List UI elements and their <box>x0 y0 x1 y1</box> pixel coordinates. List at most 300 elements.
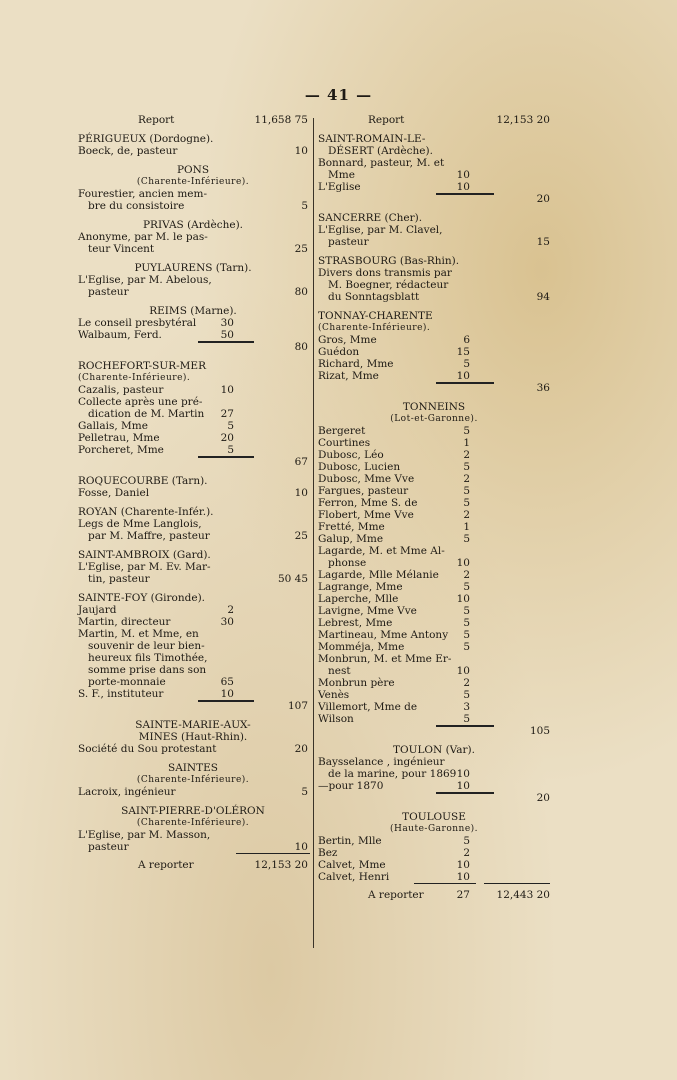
total-amount: 105 <box>529 725 550 737</box>
entry-row <box>318 701 550 713</box>
entry-row <box>318 358 550 370</box>
entry-text: Monbrun, M. et Mme Er- <box>318 653 452 665</box>
sub-amount: 5 <box>463 358 470 370</box>
entry-row <box>318 521 550 533</box>
entry-text: TONNEINS <box>402 401 466 413</box>
entry-text: SAINT-ROMAIN-LE- <box>318 133 426 145</box>
place-subheading <box>318 322 550 334</box>
entry-row <box>318 859 550 871</box>
entry-text: Martin, M. et Mme, en <box>78 628 199 640</box>
entry-row <box>318 291 550 303</box>
entry-row <box>78 743 308 755</box>
entry-text: Gros, Mme <box>318 334 377 346</box>
entry-row <box>318 346 550 358</box>
entry-text: SAINTE-FOY (Gironde). <box>78 592 205 604</box>
entry-text: Bertin, Mlle <box>318 835 382 847</box>
entry-text: (Charente-Inférieure). <box>78 373 191 383</box>
sub-amount: 10 <box>456 169 470 181</box>
entry-text: ROYAN (Charente-Infér.). <box>78 506 214 518</box>
entry-row <box>78 652 308 664</box>
sub-amount: 1 <box>463 437 470 449</box>
entry-row <box>318 267 550 279</box>
report-label: Report <box>368 114 405 126</box>
entry-text: dication de M. Martin <box>88 408 205 420</box>
right-column <box>318 114 550 901</box>
sum-rule <box>484 883 550 884</box>
entry-row <box>318 569 550 581</box>
entry-text: Lagarde, Mlle Mélanie <box>318 569 439 581</box>
sum-rule <box>414 883 476 884</box>
entry-text: Dubosc, Léo <box>318 449 384 461</box>
entry-row <box>318 689 550 701</box>
entry-text: TOULON (Var). <box>393 744 475 756</box>
entry-text: Le conseil presbytéral <box>78 317 197 329</box>
sub-amount: 5 <box>463 533 470 545</box>
entry-text: Pelletrau, Mme <box>78 432 160 444</box>
total-amount: 10 <box>294 841 308 853</box>
sub-amount: 10 <box>456 665 470 677</box>
entry-row <box>78 341 308 353</box>
entry-row <box>318 533 550 545</box>
entry-row <box>318 641 550 653</box>
entry-text: Dubosc, Lucien <box>318 461 401 473</box>
entry-row <box>78 700 308 712</box>
place-heading <box>318 212 550 224</box>
entry-row <box>78 408 308 420</box>
entry-text: L'Eglise, par M. Abelous, <box>78 274 212 286</box>
entry-text: Cazalis, pasteur <box>78 384 164 396</box>
total-amount: 5 <box>301 200 308 212</box>
total-amount: 107 <box>287 700 308 712</box>
entry-text: Fourestier, ancien mem- <box>78 188 207 200</box>
entry-text: Richard, Mme <box>318 358 394 370</box>
total-amount: 94 <box>536 291 550 303</box>
total-amount: 15 <box>536 236 550 248</box>
entry-row <box>78 829 308 841</box>
entry-row <box>318 236 550 248</box>
entry-row <box>78 329 308 341</box>
entry-text: Société du Sou protestant <box>78 743 217 755</box>
entry-text: SANCERRE (Cher). <box>318 212 423 224</box>
sub-amount: 5 <box>463 461 470 473</box>
place-heading <box>318 401 550 413</box>
entry-row <box>318 780 550 792</box>
entry-row <box>78 573 308 585</box>
entry-row <box>78 628 308 640</box>
entry-text: nest <box>328 665 351 677</box>
sub-amount: 65 <box>220 676 234 688</box>
entry-text: (Lot-et-Garonne). <box>390 414 478 424</box>
sub-amount: 3 <box>463 701 470 713</box>
entry-text: (Charente-Inférieure). <box>136 775 250 785</box>
sub-amount: 5 <box>463 629 470 641</box>
entry-row <box>78 640 308 652</box>
entry-text: Flobert, Mme Vve <box>318 509 414 521</box>
entry-row <box>78 518 308 530</box>
entry-row <box>78 200 308 212</box>
entry-row <box>318 279 550 291</box>
entry-row <box>78 317 308 329</box>
entry-row <box>78 664 308 676</box>
entry-row <box>318 653 550 665</box>
entry-row <box>78 616 308 628</box>
entry-text: Fosse, Daniel <box>78 487 150 499</box>
entry-text: (Charente-Inférieure). <box>136 177 250 187</box>
sub-amount: 5 <box>463 485 470 497</box>
entry-row <box>318 725 550 737</box>
entry-text: (Haute-Garonne). <box>389 824 479 834</box>
entry-text: Laperche, Mlle <box>318 593 399 605</box>
place-heading <box>318 255 550 267</box>
total-amount: 20 <box>536 792 550 804</box>
sub-amount: 6 <box>463 334 470 346</box>
sub-amount: 27 <box>220 408 234 420</box>
entry-text: PRIVAS (Ardèche). <box>142 219 244 231</box>
entry-text: teur Vincent <box>88 243 155 255</box>
entry-row <box>78 188 308 200</box>
sub-amount: 10 <box>456 370 470 382</box>
entry-row <box>318 792 550 804</box>
entry-row <box>318 145 550 157</box>
sub-amount: 30 <box>220 317 234 329</box>
entry-row <box>78 243 308 255</box>
place-heading <box>318 811 550 823</box>
entry-text: Lavigne, Mme Vve <box>318 605 417 617</box>
entry-text: Dubosc, Mme Vve <box>318 473 415 485</box>
total-amount: 20 <box>536 193 550 205</box>
entry-row <box>318 629 550 641</box>
sub-amount: 10 <box>456 768 470 780</box>
entry-row <box>318 593 550 605</box>
entry-text: Venès <box>318 689 350 701</box>
entry-text: (Charente-Inférieure). <box>318 323 431 333</box>
place-heading <box>78 506 308 518</box>
place-subheading <box>78 176 308 188</box>
entry-text: TONNAY-CHARENTE <box>318 310 433 322</box>
entry-text: Lacroix, ingénieur <box>78 786 176 798</box>
total-amount: 12,153 20 <box>254 859 308 871</box>
entry-text: pasteur <box>328 236 369 248</box>
place-heading <box>318 310 550 322</box>
total-amount: 36 <box>536 382 550 394</box>
entry-text: TOULOUSE <box>402 811 466 823</box>
sub-amount: 2 <box>227 604 234 616</box>
entry-text: L'Eglise, par M. Masson, <box>78 829 211 841</box>
sub-amount: 10 <box>220 688 234 700</box>
carry-forward-row <box>78 859 308 871</box>
total-amount: 10 <box>294 145 308 157</box>
place-subheading <box>318 413 550 425</box>
entry-row <box>318 181 550 193</box>
entry-text: PÉRIGUEUX (Dordogne). <box>78 133 214 145</box>
sub-amount: 10 <box>456 593 470 605</box>
place-heading <box>78 305 308 317</box>
entry-row <box>318 557 550 569</box>
entry-row <box>318 581 550 593</box>
entry-row <box>78 420 308 432</box>
sub-amount: 10 <box>456 557 470 569</box>
entry-text: (Charente-Inférieure). <box>136 818 250 828</box>
entry-text: par M. Maffre, pasteur <box>88 530 210 542</box>
entry-row <box>78 432 308 444</box>
page-number: — 41 — <box>304 86 373 104</box>
entry-text: Calvet, Henri <box>318 871 390 883</box>
entry-row <box>78 487 308 499</box>
entry-text: SAINTES <box>168 762 218 774</box>
entry-text: Wilson <box>318 713 354 725</box>
entry-text: ROQUECOURBE (Tarn). <box>78 475 208 487</box>
entry-text: M. Boegner, rédacteur <box>328 279 449 291</box>
entry-text: Galup, Mme <box>318 533 384 545</box>
sub-amount: 20 <box>220 432 234 444</box>
entry-row <box>78 604 308 616</box>
entry-text: Jaujard <box>78 604 117 616</box>
sub-amount: 2 <box>463 677 470 689</box>
entry-text: Monbrun père <box>318 677 395 689</box>
entry-row <box>78 444 308 456</box>
entry-text: Calvet, Mme <box>318 859 386 871</box>
entry-text: bre du consistoire <box>88 200 185 212</box>
entry-row <box>318 370 550 382</box>
entry-row <box>318 169 550 181</box>
entry-text: heureux fils Timothée, <box>88 652 208 664</box>
entry-text: Anonyme, par M. le pas- <box>78 231 208 243</box>
entry-text: DÉSERT (Ardèche). <box>328 145 433 157</box>
entry-text: Lebrest, Mme <box>318 617 393 629</box>
sub-amount: 5 <box>227 444 234 456</box>
entry-row <box>78 286 308 298</box>
entry-row <box>318 382 550 394</box>
entry-row <box>318 677 550 689</box>
entry-text: souvenir de leur bien- <box>88 640 205 652</box>
entry-row <box>318 835 550 847</box>
entry-text: Lagrange, Mme <box>318 581 403 593</box>
sub-amount: 50 <box>220 329 234 341</box>
entry-row <box>78 841 308 853</box>
place-heading <box>78 164 308 176</box>
entry-text: Mme <box>328 169 355 181</box>
sub-amount: 5 <box>463 497 470 509</box>
entry-text: pasteur <box>88 841 129 853</box>
entry-row <box>318 334 550 346</box>
entry-text: Martineau, Mme Antony <box>318 629 449 641</box>
entry-row <box>78 688 308 700</box>
entry-text: Bez <box>318 847 338 859</box>
sub-amount: 10 <box>456 871 470 883</box>
sub-amount: 10 <box>456 780 470 792</box>
entry-row <box>318 768 550 780</box>
entry-text: L'Eglise <box>318 181 361 193</box>
entry-text: SAINT-PIERRE-D'OLÉRON <box>121 805 265 817</box>
sub-amount: 5 <box>463 835 470 847</box>
entry-text: porte-monnaie <box>88 676 166 688</box>
place-heading <box>78 219 308 231</box>
place-heading <box>78 719 308 731</box>
total-amount: 25 <box>294 530 308 542</box>
total-amount: 67 <box>294 456 308 468</box>
place-heading <box>78 549 308 561</box>
entry-text: de la marine, pour 1869 <box>328 768 457 780</box>
entry-text: Guédon <box>318 346 360 358</box>
total-amount: 12,153 20 <box>496 114 550 126</box>
entry-text: tin, pasteur <box>88 573 150 585</box>
total-amount: 12,443 20 <box>496 889 550 901</box>
sub-amount: 2 <box>463 569 470 581</box>
sub-amount: 15 <box>456 346 470 358</box>
sub-amount: 2 <box>463 473 470 485</box>
entry-row <box>318 497 550 509</box>
entry-row <box>78 456 308 468</box>
entry-row <box>78 676 308 688</box>
entry-text: L'Eglise, par M. Clavel, <box>318 224 443 236</box>
sub-amount: 2 <box>463 509 470 521</box>
entry-text: Collecte après une pré- <box>78 396 203 408</box>
report-label: Report <box>138 114 175 126</box>
sub-amount: 27 <box>456 889 470 901</box>
total-amount: 5 <box>301 786 308 798</box>
entry-row <box>78 145 308 157</box>
sub-amount: 10 <box>456 859 470 871</box>
entry-row <box>318 193 550 205</box>
entry-text: Bergeret <box>318 425 366 437</box>
place-heading <box>318 133 550 145</box>
entry-text: Bonnard, pasteur, M. et <box>318 157 445 169</box>
entry-text: Fretté, Mme <box>318 521 385 533</box>
sub-amount: 5 <box>463 605 470 617</box>
place-heading <box>318 744 550 756</box>
entry-text: Villemort, Mme de <box>318 701 418 713</box>
entry-row <box>318 756 550 768</box>
entry-row <box>318 713 550 725</box>
entry-text: Baysselance , ingénieur <box>318 756 445 768</box>
place-subheading <box>318 823 550 835</box>
sub-amount: 5 <box>463 713 470 725</box>
column-divider <box>313 118 314 948</box>
entry-row <box>318 617 550 629</box>
left-column <box>78 114 308 871</box>
entry-row <box>318 473 550 485</box>
sub-amount: 5 <box>463 617 470 629</box>
entry-text: STRASBOURG (Bas-Rhin). <box>318 255 460 267</box>
entry-row <box>78 530 308 542</box>
entry-row <box>318 871 550 883</box>
total-amount: 11,658 75 <box>254 114 308 126</box>
entry-row <box>318 157 550 169</box>
report-carry-row <box>318 114 550 126</box>
entry-text: Fargues, pasteur <box>318 485 409 497</box>
sub-amount: 2 <box>463 847 470 859</box>
entry-text: Porcheret, Mme <box>78 444 164 456</box>
place-heading <box>78 592 308 604</box>
entry-text: ROCHEFORT-SUR-MER <box>78 360 206 372</box>
total-amount: 50 45 <box>277 573 308 585</box>
entry-text: Boeck, de, pasteur <box>78 145 178 157</box>
entry-text: somme prise dans son <box>88 664 207 676</box>
sub-amount: 30 <box>220 616 234 628</box>
entry-row <box>318 437 550 449</box>
place-subheading <box>78 817 308 829</box>
carry-forward-label: A reporter <box>138 859 194 871</box>
place-heading <box>78 762 308 774</box>
carry-forward-row <box>318 889 550 901</box>
sub-amount: 5 <box>463 689 470 701</box>
entry-text: Ferron, Mme S. de <box>318 497 418 509</box>
total-amount: 10 <box>294 487 308 499</box>
entry-text: Lagarde, M. et Mme Al- <box>318 545 445 557</box>
sub-amount: 5 <box>227 420 234 432</box>
place-heading <box>78 133 308 145</box>
place-heading <box>78 805 308 817</box>
entry-text: REIMS (Marne). <box>149 305 237 317</box>
sum-rule <box>236 853 310 854</box>
total-amount: 25 <box>294 243 308 255</box>
entry-text: Divers dons transmis par <box>318 267 452 279</box>
entry-text: Martin, directeur <box>78 616 171 628</box>
entry-row <box>318 847 550 859</box>
total-amount: 20 <box>294 743 308 755</box>
total-amount: 80 <box>294 341 308 353</box>
entry-text: Walbaum, Ferd. <box>78 329 162 341</box>
entry-text: Legs de Mme Langlois, <box>78 518 202 530</box>
entry-text: pasteur <box>88 286 129 298</box>
entry-text: —pour 1870 <box>318 780 384 792</box>
entry-row <box>78 231 308 243</box>
entry-row <box>318 509 550 521</box>
place-subheading <box>78 774 308 786</box>
entry-text: MINES (Haut-Rhin). <box>138 731 248 743</box>
entry-text: PUYLAURENS (Tarn). <box>134 262 252 274</box>
entry-text: S. F., instituteur <box>78 688 164 700</box>
entry-row <box>318 449 550 461</box>
sub-amount: 10 <box>220 384 234 396</box>
place-heading <box>78 360 308 372</box>
entry-row <box>318 485 550 497</box>
entry-text: du Sonntagsblatt <box>328 291 420 303</box>
entry-text: phonse <box>328 557 367 569</box>
entry-row <box>78 786 308 798</box>
sub-amount: 2 <box>463 449 470 461</box>
entry-row <box>78 274 308 286</box>
sub-amount: 1 <box>463 521 470 533</box>
entry-row <box>318 605 550 617</box>
place-heading <box>78 475 308 487</box>
entry-text: Momméja, Mme <box>318 641 405 653</box>
sub-amount: 5 <box>463 641 470 653</box>
entry-text: Rizat, Mme <box>318 370 379 382</box>
sub-amount: 5 <box>463 581 470 593</box>
total-amount: 80 <box>294 286 308 298</box>
report-carry-row <box>78 114 308 126</box>
entry-row <box>318 461 550 473</box>
entry-row <box>318 665 550 677</box>
entry-text: PONS <box>176 164 210 176</box>
entry-text: SAINT-AMBROIX (Gard). <box>78 549 211 561</box>
sub-amount: 5 <box>463 425 470 437</box>
place-subheading <box>78 731 308 743</box>
entry-row <box>78 561 308 573</box>
entry-text: Gallais, Mme <box>78 420 148 432</box>
place-heading <box>78 262 308 274</box>
entry-text: L'Eglise, par M. Ev. Mar- <box>78 561 211 573</box>
sub-amount: 10 <box>456 181 470 193</box>
entry-text: Courtines <box>318 437 371 449</box>
entry-row <box>78 396 308 408</box>
carry-forward-label: A reporter <box>368 889 424 901</box>
entry-row <box>318 545 550 557</box>
place-subheading <box>78 372 308 384</box>
entry-row <box>318 425 550 437</box>
entry-row <box>318 224 550 236</box>
